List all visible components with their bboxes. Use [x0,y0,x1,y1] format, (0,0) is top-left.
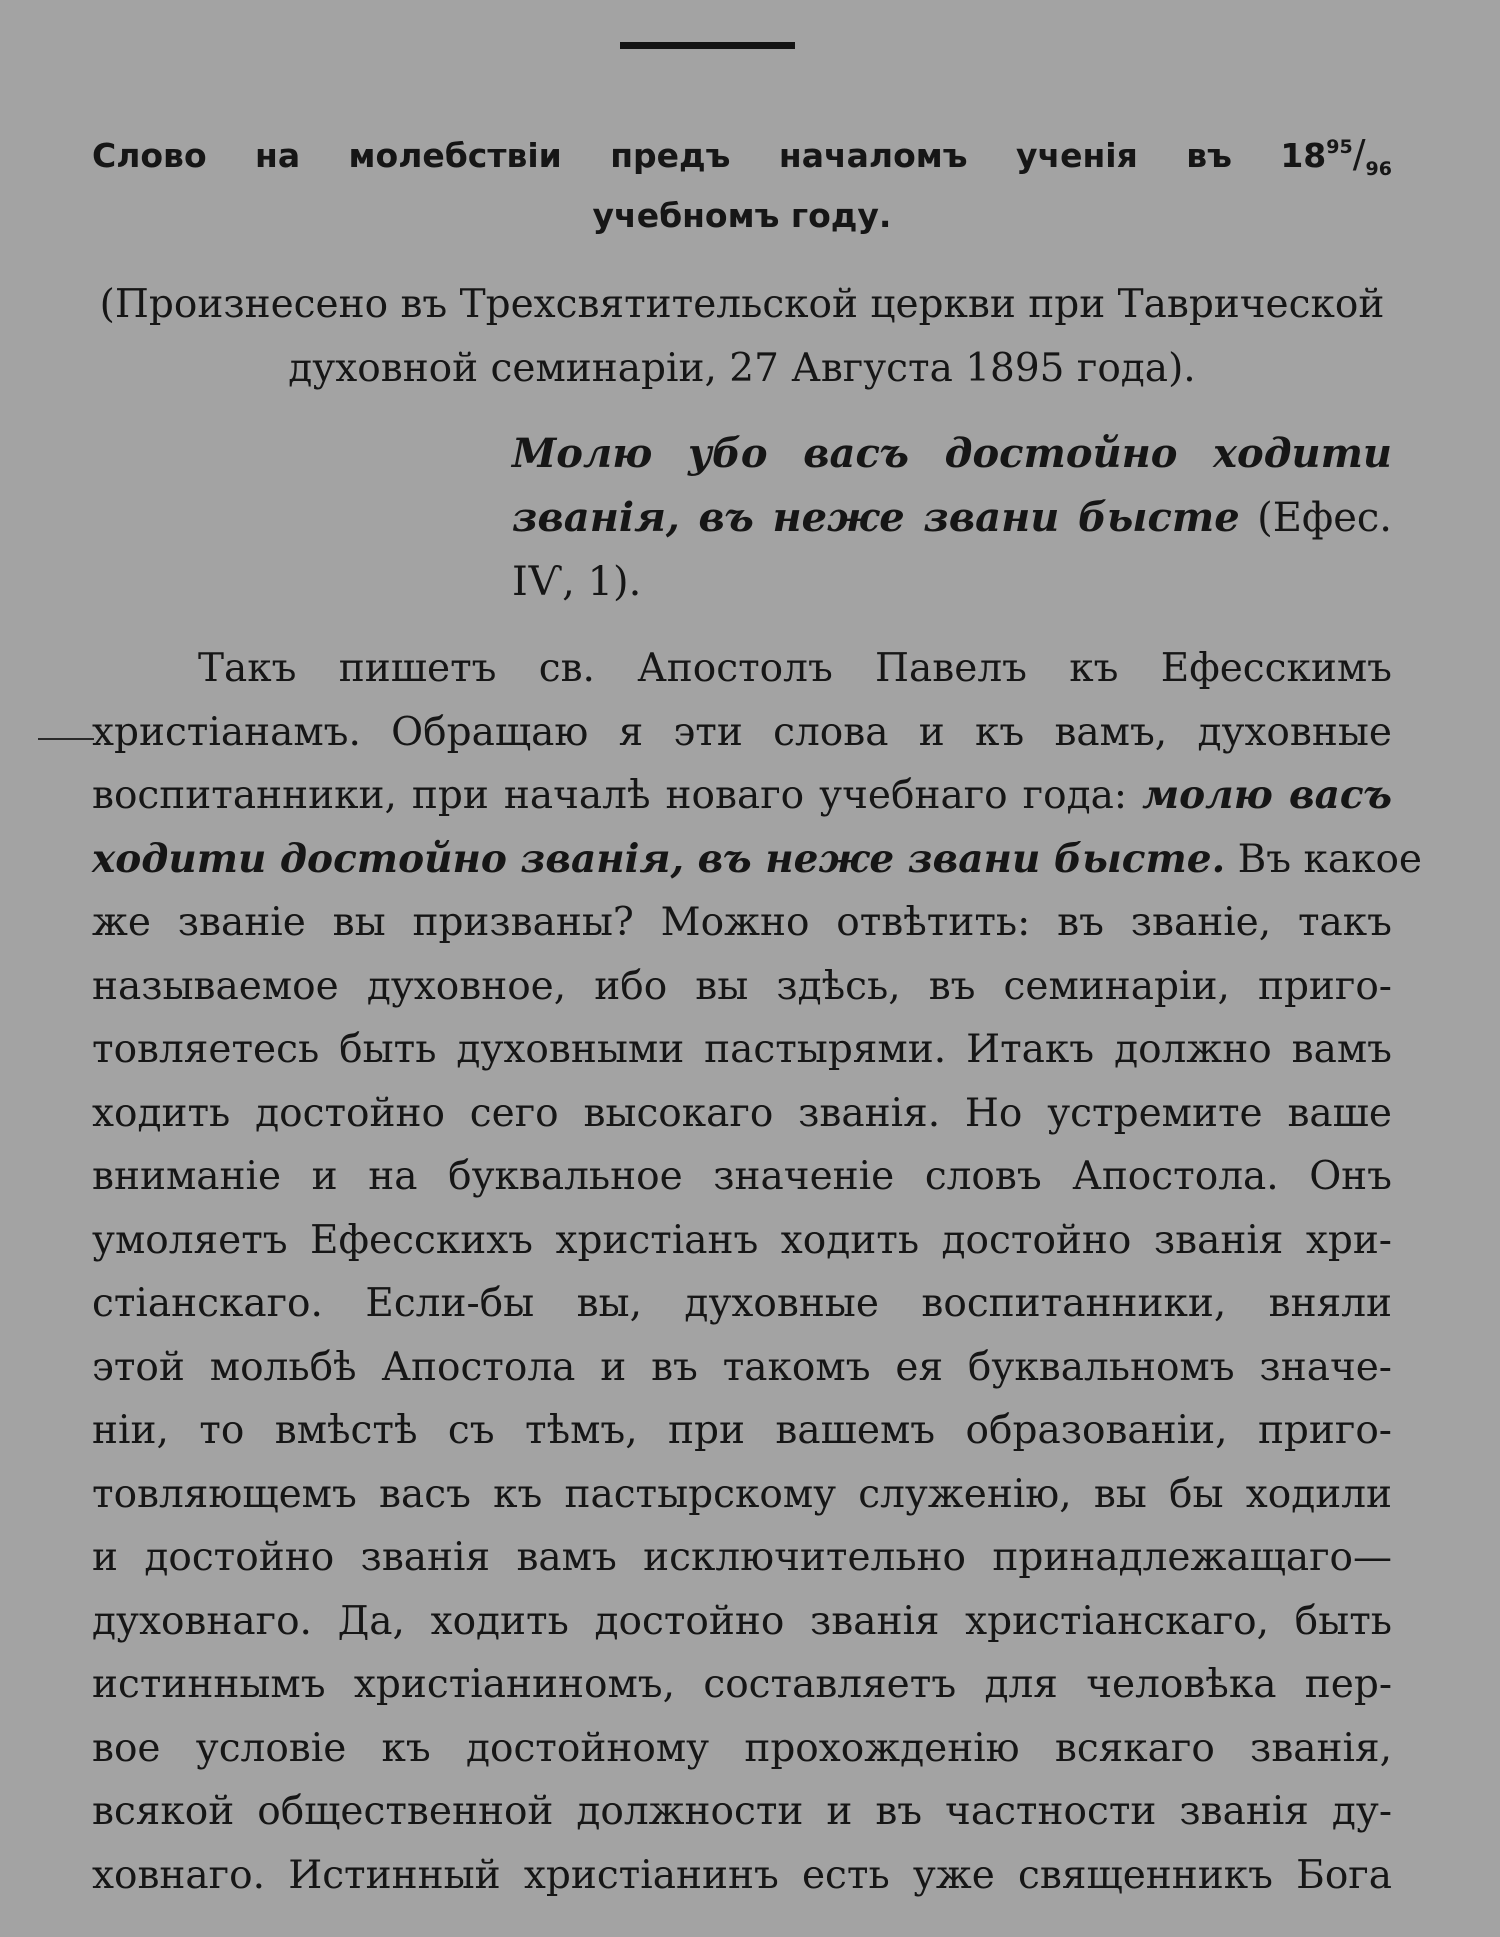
body-line: называемое духовное, ибо вы здѣсь, въ семинаріи, приго- [92,963,1392,1009]
body-line: и достойно званія вамъ исключительно принадлежащаго— [92,1535,1392,1580]
body-line: стіанскаго. Если-бы вы, духовные воспитанники, вняли [92,1281,1392,1326]
year-subscript: 96 [1365,158,1392,180]
body-line: воспитанники, при началѣ новаго учебнаго года: молю васъ [92,772,1392,818]
body-line: ходить достойно сего высокаго званія. Но устремите ваше [92,1090,1392,1136]
body-line: всякой общественной должности и въ частности званія ду- [92,1789,1392,1834]
inline-quote: ходити достойно званія, въ неже звани бысте. [92,835,1226,882]
body-line: вое условіе къ достойному прохожденію всякаго званія, [92,1725,1392,1771]
sermon-heading [92,124,1392,246]
body-line: вниманіе и на буквальное значеніе словъ Апостола. Онъ [92,1154,1392,1199]
delivery-note [92,273,1392,401]
body-line: этой мольбѣ Апостола и въ такомъ ея буквальномъ значе- [92,1344,1392,1390]
body-line: товляющемъ васъ къ пастырскому служенію, вы бы ходили [92,1471,1392,1517]
epigraph-quote: Молю убо васъ достойно ходити званія, въ неже звани бысте [512,430,1392,541]
body-line: ходити достойно званія, въ неже звани бысте. Въ какое [92,835,1423,882]
body-line: Такъ пишетъ св. Апостолъ Павелъ къ Ефесскимъ [198,646,1392,691]
body-line: товляетесь быть духовными пастырями. Итакъ должно вамъ [92,1027,1392,1072]
body-line: умоляетъ Ефесскихъ христіанъ ходить достойно званія хри- [92,1217,1392,1263]
delivery-note-line-2: духовной семинаріи, 27 Августа 1895 года). [288,346,1196,391]
heading-line-2: учебномъ году. [592,196,892,235]
year-superscript: 95 [1326,136,1353,158]
margin-pencil-mark [38,738,94,740]
section-divider-rule [620,42,795,49]
body-line: христіанамъ. Обращаю я эти слова и къ вамъ, духовные [92,709,1392,755]
body-line: ховнаго. Истинный христіанинъ есть уже священникъ Бога [92,1852,1392,1898]
body-line: духовнаго. Да, ходить достойно званія христіанскаго, быть [92,1598,1392,1644]
body-line: истиннымъ христіаниномъ, составляетъ для человѣка пер- [92,1662,1392,1707]
heading-line-1: Слово на молебствіи предъ началомъ ученія въ $18^{95}/_{96}$ [92,132,1392,180]
year-slash: / [1352,132,1366,176]
epigraph [512,422,1392,614]
epigraph-reference: (Ефес. IѴ, 1). [512,495,1392,605]
delivery-note-line-1: (Произнесено въ Трехсвятительской церкви при Таврической [99,282,1385,327]
sermon-body [92,637,1423,1907]
inline-quote: молю васъ [1142,772,1392,818]
body-line: ніи, то вмѣстѣ съ тѣмъ, при вашемъ образованіи, приго- [92,1408,1392,1453]
body-line: же званіе вы призваны? Можно отвѣтить: въ званіе, такъ [92,900,1392,945]
